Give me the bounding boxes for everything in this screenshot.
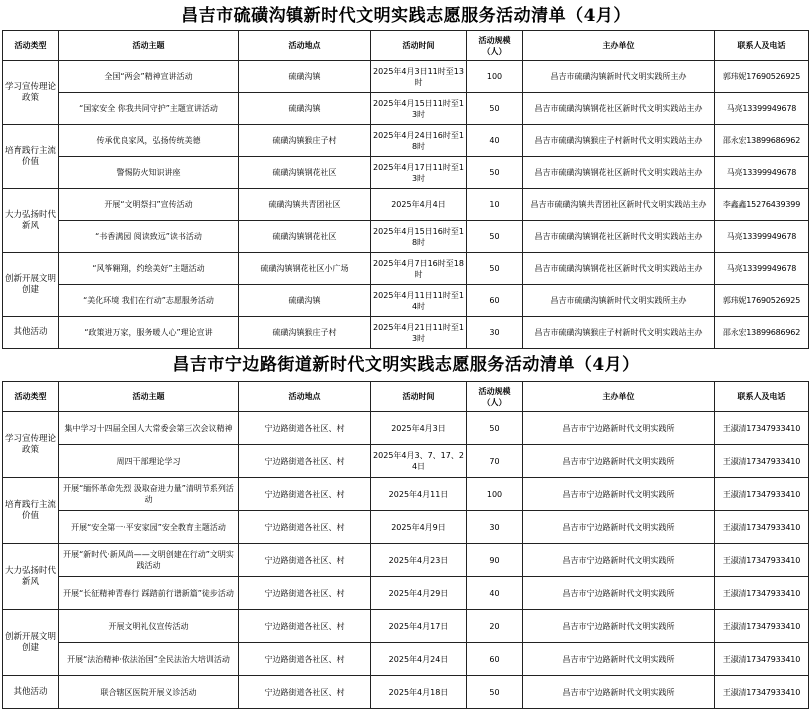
activity-time-cell: 2025年4月24日16时至18时 — [371, 125, 467, 157]
category-cell: 大力弘扬时代新风 — [3, 544, 59, 610]
contact-cell: 李鑫鑫15276439399 — [715, 189, 809, 221]
activity-scale-cell: 50 — [467, 93, 523, 125]
column-header-activity-time: 活动时间 — [371, 31, 467, 61]
activity-scale-cell: 100 — [467, 478, 523, 511]
table-row — [3, 445, 809, 478]
category-cell: 培育践行主流价值 — [3, 478, 59, 544]
activity-scale-cell: 10 — [467, 189, 523, 221]
activity-location-cell: 宁边路街道各社区、村 — [239, 445, 371, 478]
organizer-cell: 昌吉市硫磺沟镇钢花社区新时代文明实践站主办 — [523, 253, 715, 285]
activity-scale-cell: 50 — [467, 676, 523, 709]
activity-location-cell: 硫磺沟镇钢花社区 — [239, 221, 371, 253]
activity-time-cell: 2025年4月3日11时至13时 — [371, 61, 467, 93]
table-row — [3, 189, 809, 221]
activity-theme-cell: 传承优良家风，弘扬传统美德 — [59, 125, 239, 157]
category-cell: 其他活动 — [3, 317, 59, 349]
table-row — [3, 253, 809, 285]
activity-time-cell: 2025年4月4日 — [371, 189, 467, 221]
organizer-cell: 昌吉市宁边路新时代文明实践所 — [523, 676, 715, 709]
activity-time-cell: 2025年4月9日 — [371, 511, 467, 544]
column-header-organizer: 主办单位 — [523, 382, 715, 412]
column-header-activity-type: 活动类型 — [3, 31, 59, 61]
activity-theme-cell: 警惕防火知识讲座 — [59, 157, 239, 189]
column-header-contact: 联系人及电话 — [715, 382, 809, 412]
activity-theme-cell: 全国“两会”精神宣讲活动 — [59, 61, 239, 93]
table-row — [3, 157, 809, 189]
organizer-cell: 昌吉市宁边路新时代文明实践所 — [523, 577, 715, 610]
table-header-row — [3, 382, 809, 412]
activity-time-cell: 2025年4月11日 — [371, 478, 467, 511]
table-row — [3, 577, 809, 610]
activity-location-cell: 硫磺沟镇 — [239, 93, 371, 125]
activity-location-cell: 硫磺沟镇猴庄子村 — [239, 125, 371, 157]
activity-scale-cell: 30 — [467, 317, 523, 349]
table-row — [3, 610, 809, 643]
organizer-cell: 昌吉市宁边路新时代文明实践所 — [523, 511, 715, 544]
category-cell: 大力弘扬时代新风 — [3, 189, 59, 253]
column-header-activity-scale: 活动规模（人） — [467, 31, 523, 61]
activity-time-cell: 2025年4月23日 — [371, 544, 467, 577]
table-row — [3, 478, 809, 511]
column-header-activity-time: 活动时间 — [371, 382, 467, 412]
contact-cell: 王淑清17347933410 — [715, 610, 809, 643]
activity-scale-cell: 40 — [467, 577, 523, 610]
organizer-cell: 昌吉市宁边路新时代文明实践所 — [523, 478, 715, 511]
activity-scale-cell: 60 — [467, 643, 523, 676]
table-row — [3, 676, 809, 709]
contact-cell: 马亮13399949678 — [715, 221, 809, 253]
activity-theme-cell: 集中学习十四届全国人大常委会第三次会议精神 — [59, 412, 239, 445]
table-row — [3, 93, 809, 125]
contact-cell: 郭玮妮17690526925 — [715, 61, 809, 93]
activity-scale-cell: 40 — [467, 125, 523, 157]
table-header-row — [3, 31, 809, 61]
activity-theme-cell: 开展“安全第一·平安家园”安全教育主题活动 — [59, 511, 239, 544]
organizer-cell: 昌吉市宁边路新时代文明实践所 — [523, 610, 715, 643]
activity-time-cell: 2025年4月3、7、17、24日 — [371, 445, 467, 478]
activity-location-cell: 硫磺沟镇钢花社区小广场 — [239, 253, 371, 285]
contact-cell: 邵永宏13899686962 — [715, 125, 809, 157]
contact-cell: 王淑清17347933410 — [715, 511, 809, 544]
activity-table-liuhuanggou — [2, 30, 809, 349]
organizer-cell: 昌吉市硫磺沟镇猴庄子村新时代文明实践站主办 — [523, 317, 715, 349]
activity-location-cell: 硫磺沟镇 — [239, 61, 371, 93]
category-cell: 其他活动 — [3, 676, 59, 709]
table-row — [3, 643, 809, 676]
column-header-activity-location: 活动地点 — [239, 31, 371, 61]
document-title-liuhuanggou: 昌吉市硫磺沟镇新时代文明实践志愿服务活动清单（4月） — [181, 6, 631, 26]
contact-cell: 王淑清17347933410 — [715, 676, 809, 709]
contact-cell: 王淑清17347933410 — [715, 544, 809, 577]
organizer-cell: 昌吉市硫磺沟镇猴庄子村新时代文明实践站主办 — [523, 125, 715, 157]
organizer-cell: 昌吉市硫磺沟镇新时代文明实践所主办 — [523, 285, 715, 317]
column-header-organizer: 主办单位 — [523, 31, 715, 61]
organizer-cell: 昌吉市硫磺沟镇钢花社区新时代文明实践站主办 — [523, 221, 715, 253]
column-header-activity-location: 活动地点 — [239, 382, 371, 412]
activity-theme-cell: 开展文明礼仪宣传活动 — [59, 610, 239, 643]
contact-cell: 马亮13399949678 — [715, 253, 809, 285]
activity-location-cell: 宁边路街道各社区、村 — [239, 643, 371, 676]
activity-scale-cell: 70 — [467, 445, 523, 478]
activity-theme-cell: 开展“缅怀革命先烈 汲取奋进力量”清明节系列活动 — [59, 478, 239, 511]
column-header-activity-type: 活动类型 — [3, 382, 59, 412]
activity-location-cell: 宁边路街道各社区、村 — [239, 577, 371, 610]
activity-scale-cell: 100 — [467, 61, 523, 93]
organizer-cell: 昌吉市硫磺沟镇钢花社区新时代文明实践站主办 — [523, 157, 715, 189]
activity-theme-cell: “书香满园 阅读致远”读书活动 — [59, 221, 239, 253]
activity-theme-cell: 联合辖区医院开展义诊活动 — [59, 676, 239, 709]
activity-time-cell: 2025年4月15日11时至13时 — [371, 93, 467, 125]
activity-location-cell: 硫磺沟镇钢花社区 — [239, 157, 371, 189]
table-row — [3, 221, 809, 253]
column-header-contact: 联系人及电话 — [715, 31, 809, 61]
activity-scale-cell: 50 — [467, 221, 523, 253]
contact-cell: 邵永宏13899686962 — [715, 317, 809, 349]
organizer-cell: 昌吉市宁边路新时代文明实践所 — [523, 445, 715, 478]
activity-location-cell: 宁边路街道各社区、村 — [239, 511, 371, 544]
contact-cell: 王淑清17347933410 — [715, 412, 809, 445]
activity-location-cell: 宁边路街道各社区、村 — [239, 412, 371, 445]
contact-cell: 王淑清17347933410 — [715, 577, 809, 610]
table-row — [3, 544, 809, 577]
activity-scale-cell: 50 — [467, 253, 523, 285]
activity-time-cell: 2025年4月11日11时至14时 — [371, 285, 467, 317]
table-row — [3, 61, 809, 93]
activity-time-cell: 2025年4月24日 — [371, 643, 467, 676]
activity-time-cell: 2025年4月29日 — [371, 577, 467, 610]
organizer-cell: 昌吉市硫磺沟镇新时代文明实践所主办 — [523, 61, 715, 93]
organizer-cell: 昌吉市硫磺沟镇共青团社区新时代文明实践站主办 — [523, 189, 715, 221]
activity-scale-cell: 50 — [467, 412, 523, 445]
contact-cell: 王淑清17347933410 — [715, 478, 809, 511]
category-cell: 学习宣传理论政策 — [3, 61, 59, 125]
table-row — [3, 317, 809, 349]
organizer-cell: 昌吉市宁边路新时代文明实践所 — [523, 643, 715, 676]
activity-location-cell: 宁边路街道各社区、村 — [239, 610, 371, 643]
contact-cell: 马亮13399949678 — [715, 157, 809, 189]
contact-cell: 郭玮妮17690526925 — [715, 285, 809, 317]
category-cell: 培育践行主流价值 — [3, 125, 59, 189]
activity-theme-cell: 开展“新时代·新风尚——文明创建在行动”文明实践活动 — [59, 544, 239, 577]
activity-scale-cell: 50 — [467, 157, 523, 189]
activity-theme-cell: “国家安全 你我共同守护”主题宣讲活动 — [59, 93, 239, 125]
category-cell: 创新开展文明创建 — [3, 610, 59, 676]
table-row — [3, 125, 809, 157]
table-row — [3, 412, 809, 445]
organizer-cell: 昌吉市宁边路新时代文明实践所 — [523, 544, 715, 577]
activity-location-cell: 硫磺沟镇 — [239, 285, 371, 317]
table-row — [3, 511, 809, 544]
activity-scale-cell: 60 — [467, 285, 523, 317]
activity-location-cell: 宁边路街道各社区、村 — [239, 544, 371, 577]
document-title-ningbianlu: 昌吉市宁边路街道新时代文明实践志愿服务活动清单（4月） — [172, 355, 640, 375]
activity-theme-cell: “风筝翱翔，约绘美好”主题活动 — [59, 253, 239, 285]
contact-cell: 王淑清17347933410 — [715, 445, 809, 478]
activity-time-cell: 2025年4月18日 — [371, 676, 467, 709]
activity-location-cell: 宁边路街道各社区、村 — [239, 478, 371, 511]
contact-cell: 马亮13399949678 — [715, 93, 809, 125]
activity-time-cell: 2025年4月3日 — [371, 412, 467, 445]
activity-theme-cell: 开展“长征精神青春行 踩踏前行谱新篇”徒步活动 — [59, 577, 239, 610]
column-header-activity-scale: 活动规模（人） — [467, 382, 523, 412]
organizer-cell: 昌吉市硫磺沟镇钢花社区新时代文明实践站主办 — [523, 93, 715, 125]
contact-cell: 王淑清17347933410 — [715, 643, 809, 676]
activity-time-cell: 2025年4月21日11时至13时 — [371, 317, 467, 349]
organizer-cell: 昌吉市宁边路新时代文明实践所 — [523, 412, 715, 445]
activity-time-cell: 2025年4月15日16时至18时 — [371, 221, 467, 253]
activity-location-cell: 硫磺沟镇共青团社区 — [239, 189, 371, 221]
activity-scale-cell: 90 — [467, 544, 523, 577]
column-header-activity-theme: 活动主题 — [59, 382, 239, 412]
activity-theme-cell: 周四干部理论学习 — [59, 445, 239, 478]
activity-location-cell: 硫磺沟镇猴庄子村 — [239, 317, 371, 349]
activity-scale-cell: 20 — [467, 610, 523, 643]
category-cell: 创新开展文明创建 — [3, 253, 59, 317]
activity-theme-cell: “政策进万家，服务暖人心”理论宣讲 — [59, 317, 239, 349]
activity-location-cell: 宁边路街道各社区、村 — [239, 676, 371, 709]
category-cell: 学习宣传理论政策 — [3, 412, 59, 478]
activity-theme-cell: 开展“文明祭扫”宣传活动 — [59, 189, 239, 221]
activity-table-ningbianlu — [2, 381, 809, 709]
activity-time-cell: 2025年4月7日16时至18时 — [371, 253, 467, 285]
activity-scale-cell: 30 — [467, 511, 523, 544]
table-row — [3, 285, 809, 317]
activity-theme-cell: 开展“法治精神·依法治国”全民法治大培训活动 — [59, 643, 239, 676]
activity-time-cell: 2025年4月17日11时至13时 — [371, 157, 467, 189]
activity-theme-cell: “美化环境 我们在行动”志愿服务活动 — [59, 285, 239, 317]
activity-time-cell: 2025年4月17日 — [371, 610, 467, 643]
column-header-activity-theme: 活动主题 — [59, 31, 239, 61]
